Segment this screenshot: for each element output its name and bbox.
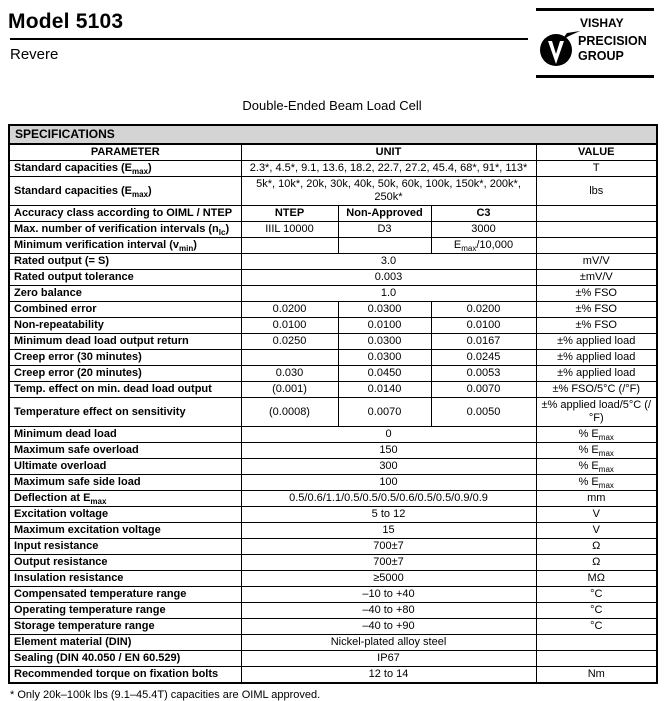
spec-row xyxy=(9,427,657,443)
spec-row xyxy=(9,635,657,651)
spec-unit-cell: 0.0450 xyxy=(338,366,431,382)
specifications-table xyxy=(8,124,658,684)
spec-value xyxy=(536,238,657,254)
spec-param: Operating temperature range xyxy=(9,603,241,619)
spec-value: mm xyxy=(536,491,657,507)
spec-unit-cell: 1.0 xyxy=(241,286,536,302)
spec-row xyxy=(9,523,657,539)
vishay-precision-group-logo xyxy=(536,8,654,78)
spec-param: Non-repeatability xyxy=(9,318,241,334)
spec-row xyxy=(9,238,657,254)
spec-value: mV/V xyxy=(536,254,657,270)
spec-unit-cell: 0.5/0.6/1.1/0.5/0.5/0.5/0.6/0.5/0.5/0.9/0.9 xyxy=(241,491,536,507)
spec-unit-cell: 3000 xyxy=(431,222,536,238)
spec-row xyxy=(9,555,657,571)
spec-unit-cell: 100 xyxy=(241,475,536,491)
spec-unit-cell: 0.0200 xyxy=(241,302,338,318)
spec-unit-cell: 0.0200 xyxy=(431,302,536,318)
spec-value xyxy=(536,222,657,238)
spec-row xyxy=(9,539,657,555)
spec-param: Excitation voltage xyxy=(9,507,241,523)
spec-unit-cell: 150 xyxy=(241,443,536,459)
spec-param: Accuracy class according to OIML / NTEP xyxy=(9,206,241,222)
column-header-value: VALUE xyxy=(536,144,657,161)
spec-row xyxy=(9,161,657,177)
spec-param: Minimum dead load xyxy=(9,427,241,443)
spec-param: Output resistance xyxy=(9,555,241,571)
title-rule xyxy=(10,38,528,40)
spec-unit-cell: 15 xyxy=(241,523,536,539)
spec-param: Input resistance xyxy=(9,539,241,555)
spec-row xyxy=(9,603,657,619)
spec-value: Ω xyxy=(536,539,657,555)
spec-param: Minimum dead load output return xyxy=(9,334,241,350)
spec-unit-cell: 0 xyxy=(241,427,536,443)
page-title: Double-Ended Beam Load Cell xyxy=(242,98,422,113)
section-header-row xyxy=(9,125,657,144)
spec-unit-cell: ≥5000 xyxy=(241,571,536,587)
spec-value: MΩ xyxy=(536,571,657,587)
spec-unit-cell: 0.0053 xyxy=(431,366,536,382)
spec-unit-cell: IIIL 10000 xyxy=(241,222,338,238)
spec-value: ±% applied load/5°C (/°F) xyxy=(536,398,657,427)
spec-value xyxy=(536,635,657,651)
spec-row xyxy=(9,222,657,238)
spec-row xyxy=(9,350,657,366)
spec-param: Rated output tolerance xyxy=(9,270,241,286)
vishay-v-icon xyxy=(536,14,654,72)
spec-unit-cell: 0.0300 xyxy=(338,302,431,318)
spec-value: Ω xyxy=(536,555,657,571)
spec-param: Combined error xyxy=(9,302,241,318)
spec-unit-cell xyxy=(338,238,431,254)
column-header-unit: UNIT xyxy=(241,144,536,161)
spec-unit-cell: 0.0167 xyxy=(431,334,536,350)
spec-value: Nm xyxy=(536,667,657,684)
spec-value xyxy=(536,206,657,222)
spec-value: ±% FSO xyxy=(536,286,657,302)
spec-value: ±% FSO/5°C (/°F) xyxy=(536,382,657,398)
spec-row xyxy=(9,177,657,206)
spec-unit-cell: 2.3*, 4.5*, 9.1, 13.6, 18.2, 22.7, 27.2, 45.4, 68*, 91*, 113* xyxy=(241,161,536,177)
logo-line1: VISHAY xyxy=(580,16,624,30)
spec-unit-cell xyxy=(241,238,338,254)
spec-param: Standard capacities $(E_{max})$ xyxy=(9,177,241,206)
spec-unit-cell: 0.0050 xyxy=(431,398,536,427)
logo-line2: PRECISION xyxy=(578,34,647,48)
spec-param: Compensated temperature range xyxy=(9,587,241,603)
spec-value: T xyxy=(536,161,657,177)
spec-unit-cell: Non-Approved xyxy=(338,206,431,222)
spec-unit-cell: IP67 xyxy=(241,651,536,667)
spec-row xyxy=(9,302,657,318)
spec-value: °C xyxy=(536,587,657,603)
spec-param: Recommended torque on fixation bolts xyxy=(9,667,241,684)
spec-row xyxy=(9,254,657,270)
spec-unit-cell: 12 to 14 xyxy=(241,667,536,684)
spec-param: Deflection at $E_{max}$ xyxy=(9,491,241,507)
spec-unit-cell: NTEP xyxy=(241,206,338,222)
spec-unit-cell: $E_{max}/10,000$ xyxy=(431,238,536,254)
spec-row xyxy=(9,286,657,302)
spec-value: ±% applied load xyxy=(536,350,657,366)
spec-value: lbs xyxy=(536,177,657,206)
spec-unit-cell: 0.0100 xyxy=(338,318,431,334)
spec-unit-cell: –40 to +80 xyxy=(241,603,536,619)
spec-row xyxy=(9,651,657,667)
spec-param: Maximum safe side load xyxy=(9,475,241,491)
model-title: Model 5103 xyxy=(8,10,124,33)
logo-bottom-bar xyxy=(536,75,654,78)
spec-value: ±% FSO xyxy=(536,318,657,334)
document-header xyxy=(8,8,656,88)
spec-param: Temp. effect on min. dead load output xyxy=(9,382,241,398)
spec-param: Temperature effect on sensitivity xyxy=(9,398,241,427)
spec-unit-cell: –10 to +40 xyxy=(241,587,536,603)
column-header-row xyxy=(9,144,657,161)
spec-row xyxy=(9,318,657,334)
spec-unit-cell: (0.0008) xyxy=(241,398,338,427)
spec-unit-cell: 0.003 xyxy=(241,270,536,286)
spec-unit-cell: 0.0100 xyxy=(241,318,338,334)
spec-row xyxy=(9,571,657,587)
logo-line3: GROUP xyxy=(578,49,624,63)
spec-row xyxy=(9,206,657,222)
spec-unit-cell: 3.0 xyxy=(241,254,536,270)
spec-value: °C xyxy=(536,619,657,635)
brand-name: Revere xyxy=(10,46,59,63)
spec-row xyxy=(9,459,657,475)
spec-unit-cell: 5k*, 10k*, 20k, 30k, 40k, 50k, 60k, 100k, 150k*, 200k*, 250k* xyxy=(241,177,536,206)
spec-param: Sealing (DIN 40.050 / EN 60.529) xyxy=(9,651,241,667)
column-header-parameter: PARAMETER xyxy=(9,144,241,161)
spec-param: Maximum safe overload xyxy=(9,443,241,459)
spec-param: Insulation resistance xyxy=(9,571,241,587)
spec-param: Element material (DIN) xyxy=(9,635,241,651)
spec-unit-cell: 0.0245 xyxy=(431,350,536,366)
spec-unit-cell xyxy=(241,350,338,366)
spec-row xyxy=(9,366,657,382)
spec-param: Rated output (= S) xyxy=(9,254,241,270)
spec-value: % $E_{max}$ xyxy=(536,475,657,491)
spec-param: Maximum excitation voltage xyxy=(9,523,241,539)
spec-param: Max. number of verification intervals $(n_{lc})$ xyxy=(9,222,241,238)
spec-param: Standard capacities $(E_{max})$ xyxy=(9,161,241,177)
spec-unit-cell: 700±7 xyxy=(241,555,536,571)
spec-unit-cell: 300 xyxy=(241,459,536,475)
spec-value: % $E_{max}$ xyxy=(536,459,657,475)
spec-row xyxy=(9,491,657,507)
spec-row xyxy=(9,475,657,491)
spec-value: % $E_{max}$ xyxy=(536,427,657,443)
spec-param: Creep error (30 minutes) xyxy=(9,350,241,366)
spec-param: Ultimate overload xyxy=(9,459,241,475)
spec-unit-cell: 5 to 12 xyxy=(241,507,536,523)
spec-unit-cell: Nickel-plated alloy steel xyxy=(241,635,536,651)
spec-value: % $E_{max}$ xyxy=(536,443,657,459)
spec-value: ±% applied load xyxy=(536,334,657,350)
spec-unit-cell: 0.0250 xyxy=(241,334,338,350)
spec-value: ±mV/V xyxy=(536,270,657,286)
spec-unit-cell: 0.0300 xyxy=(338,334,431,350)
logo-top-bar xyxy=(536,8,654,11)
spec-unit-cell: 0.030 xyxy=(241,366,338,382)
spec-param: Minimum verification interval $(v_{min})$ xyxy=(9,238,241,254)
spec-unit-cell: 0.0140 xyxy=(338,382,431,398)
spec-unit-cell: 700±7 xyxy=(241,539,536,555)
spec-param: Zero balance xyxy=(9,286,241,302)
footnote: * Only 20k–100k lbs (9.1–45.4T) capacities are OIML approved. xyxy=(10,689,321,701)
spec-unit-cell: D3 xyxy=(338,222,431,238)
spec-value: ±% FSO xyxy=(536,302,657,318)
spec-row xyxy=(9,334,657,350)
spec-row xyxy=(9,443,657,459)
spec-unit-cell: 0.0300 xyxy=(338,350,431,366)
spec-row xyxy=(9,270,657,286)
spec-value: ±% applied load xyxy=(536,366,657,382)
spec-row xyxy=(9,667,657,684)
spec-param: Storage temperature range xyxy=(9,619,241,635)
spec-row xyxy=(9,398,657,427)
spec-value: V xyxy=(536,507,657,523)
spec-unit-cell: 0.0100 xyxy=(431,318,536,334)
spec-unit-cell: 0.0070 xyxy=(338,398,431,427)
spec-row xyxy=(9,619,657,635)
spec-unit-cell: (0.001) xyxy=(241,382,338,398)
spec-unit-cell: –40 to +90 xyxy=(241,619,536,635)
spec-row xyxy=(9,382,657,398)
spec-unit-cell: C3 xyxy=(431,206,536,222)
spec-value: °C xyxy=(536,603,657,619)
spec-value: V xyxy=(536,523,657,539)
section-title: SPECIFICATIONS xyxy=(9,125,657,144)
spec-table-body xyxy=(9,161,657,684)
spec-row xyxy=(9,507,657,523)
spec-param: Creep error (20 minutes) xyxy=(9,366,241,382)
spec-value xyxy=(536,651,657,667)
spec-unit-cell: 0.0070 xyxy=(431,382,536,398)
spec-row xyxy=(9,587,657,603)
